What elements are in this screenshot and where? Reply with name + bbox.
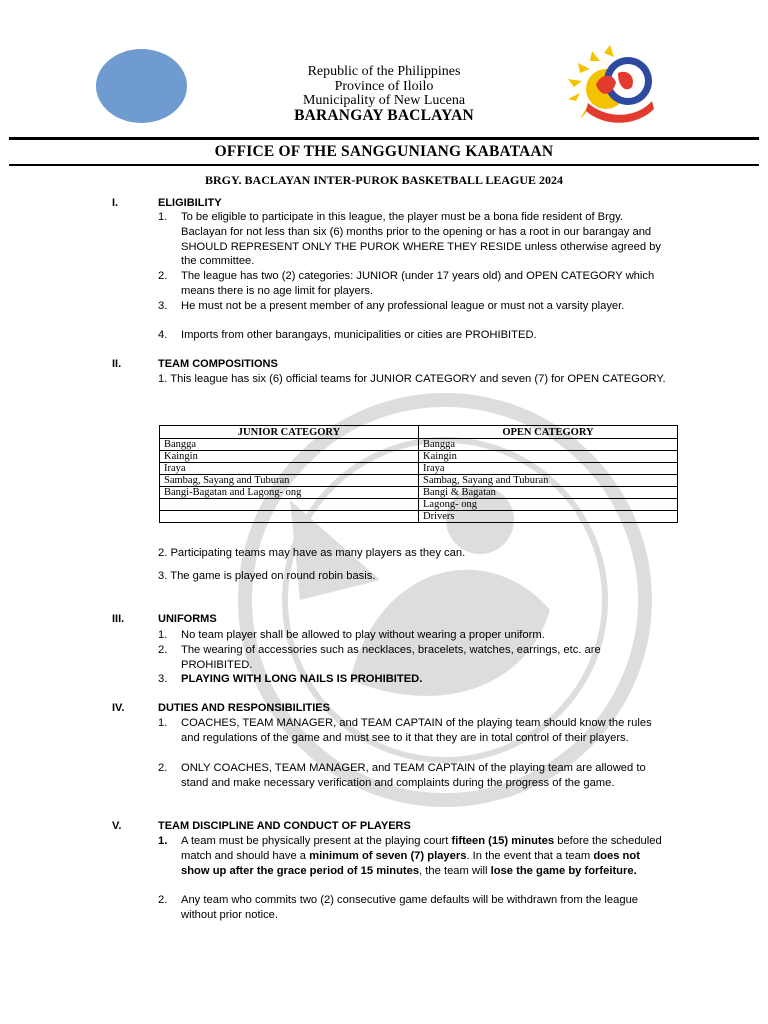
list-item: [158, 893, 670, 923]
table-header-row: [160, 426, 678, 439]
text-run: A team must be physically present at the playing court: [181, 835, 452, 847]
list-item: [158, 328, 670, 343]
section-4-title: DUTIES AND RESPONSIBILITIES: [158, 702, 330, 714]
list-number: 1.: [158, 211, 168, 223]
text-run-bold: does not show up after the grace period of 15 minutes: [181, 849, 640, 877]
section-2-title: TEAM COMPOSITIONS: [158, 358, 278, 370]
list-text: [181, 834, 670, 878]
table-row: [160, 475, 678, 487]
list-number: 2.: [158, 270, 168, 282]
junior-team-cell: [160, 499, 419, 511]
open-team-cell: Bangga: [419, 439, 678, 451]
round-robin-paragraph: 3. The game is played on round robin basis.: [158, 570, 376, 582]
office-title: OFFICE OF THE SANGGUNIANG KABATAAN: [214, 143, 554, 160]
text-run-bold: fifteen (15) minutes: [451, 835, 555, 847]
list-item: [158, 761, 670, 791]
list-text: The league has two (2) categories: JUNIOR (under 17 years old) and OPEN CATEGORY which means there is no age limit for players.: [181, 270, 655, 297]
text-run: . In the event that a team: [466, 849, 594, 862]
list-text: COACHES, TEAM MANAGER, and TEAM CAPTAIN of the playing team should know the rules and regulations of the game and must see to it that they are in total control of their players.: [181, 717, 652, 744]
league-title: BRGY. BACLAYAN INTER-PUROK BASKETBALL LEAGUE 2024: [204, 173, 564, 187]
open-team-cell: Kaingin: [419, 451, 678, 463]
text-run: , the team will: [419, 864, 491, 877]
text-run-bold: lose the game by forfeiture.: [490, 864, 637, 877]
column-header-open: OPEN CATEGORY: [419, 426, 678, 439]
list-text: ONLY COACHES, TEAM MANAGER, and TEAM CAPTAIN of the playing team are allowed to stand and make necessary verification and complaints during the progress of the game.: [181, 762, 646, 789]
header-country: Republic of the Philippines: [307, 64, 461, 79]
junior-team-cell: Iraya: [160, 463, 419, 475]
section-5-number: V.: [112, 820, 122, 832]
list-text: Any team who commits two (2) consecutive game defaults will be withdrawn from the league without prior notice.: [181, 894, 639, 921]
list-number: 2.: [158, 644, 168, 656]
list-item: [158, 672, 670, 687]
list-item: [158, 299, 670, 314]
open-team-cell: Drivers: [419, 511, 678, 523]
list-text: No team player shall be allowed to play without wearing a proper uniform.: [181, 629, 545, 641]
junior-team-cell: Bangga: [160, 439, 419, 451]
section-4-number: IV.: [112, 702, 125, 714]
list-number: 3.: [158, 300, 168, 312]
list-text: PLAYING WITH LONG NAILS IS PROHIBITED.: [181, 673, 423, 685]
header-barangay: BARANGAY BACLAYAN: [294, 106, 474, 124]
table-row: [160, 439, 678, 451]
table-row: [160, 463, 678, 475]
open-team-cell: Lagong- ong: [419, 499, 678, 511]
list-text: The wearing of accessories such as necklaces, bracelets, watches, earrings, etc. are PROHIBITED.: [181, 644, 601, 671]
list-item: [158, 210, 670, 269]
open-team-cell: Iraya: [419, 463, 678, 475]
list-text: Imports from other barangays, municipalities or cities are PROHIBITED.: [181, 329, 537, 341]
list-number: 3.: [158, 673, 168, 685]
junior-team-cell: Bangi-Bagatan and Lagong- ong: [160, 487, 419, 499]
table-row: [160, 511, 678, 523]
header-municipality: Municipality of New Lucena: [302, 93, 466, 108]
junior-team-cell: Kaingin: [160, 451, 419, 463]
column-header-junior: JUNIOR CATEGORY: [160, 426, 419, 439]
section-3-number: III.: [112, 613, 125, 625]
list-item: [158, 834, 670, 878]
list-number: 1.: [158, 629, 168, 641]
header-rule-top: [9, 137, 759, 140]
list-text: He must not be a present member of any professional league or must not a varsity player.: [181, 300, 625, 312]
text-run-bold: minimum of seven (7) players: [309, 849, 467, 862]
section-3-title: UNIFORMS: [158, 613, 217, 625]
team-count-paragraph: 1. This league has six (6) official teams for JUNIOR CATEGORY and seven (7) for OPEN CATEGORY.: [158, 373, 666, 385]
section-2-number: II.: [112, 358, 122, 370]
open-team-cell: Sambag, Sayang and Tuburan: [419, 475, 678, 487]
list-item: [158, 628, 670, 643]
list-number: 2.: [158, 894, 168, 906]
list-item: [158, 643, 670, 673]
list-text: To be eligible to participate in this league, the player must be a bona fide resident of Brgy. Baclayan for not less than six (6) months prior to the opening or has a root in our barangay and SHOULD REPRESENT ONLY THE PUROK WHERE THEY RESIDE unless otherwise agreed by the committee.: [181, 211, 661, 268]
header-province: Province of Iloilo: [334, 78, 434, 94]
team-category-table: [159, 425, 678, 523]
list-number: 4.: [158, 329, 168, 341]
section-1-title: ELIGIBILITY: [158, 197, 222, 209]
text-run: before the scheduled match and should have a: [181, 835, 662, 862]
list-number: 1.: [158, 835, 168, 847]
list-item: [158, 269, 670, 299]
junior-team-cell: Sambag, Sayang and Tuburan: [160, 475, 419, 487]
list-number: 1.: [158, 717, 168, 729]
participating-teams-paragraph: 2. Participating teams may have as many players as they can.: [158, 547, 466, 559]
section-5-title: TEAM DISCIPLINE AND CONDUCT OF PLAYERS: [158, 820, 411, 832]
list-item: [158, 716, 670, 746]
open-team-cell: Bangi & Bagatan: [419, 487, 678, 499]
table-row: [160, 499, 678, 511]
header-rule-bottom: [9, 164, 759, 166]
list-number: 2.: [158, 762, 168, 774]
table-row: [160, 487, 678, 499]
section-1-number: I.: [112, 197, 119, 209]
junior-team-cell: [160, 511, 419, 523]
table-row: [160, 451, 678, 463]
